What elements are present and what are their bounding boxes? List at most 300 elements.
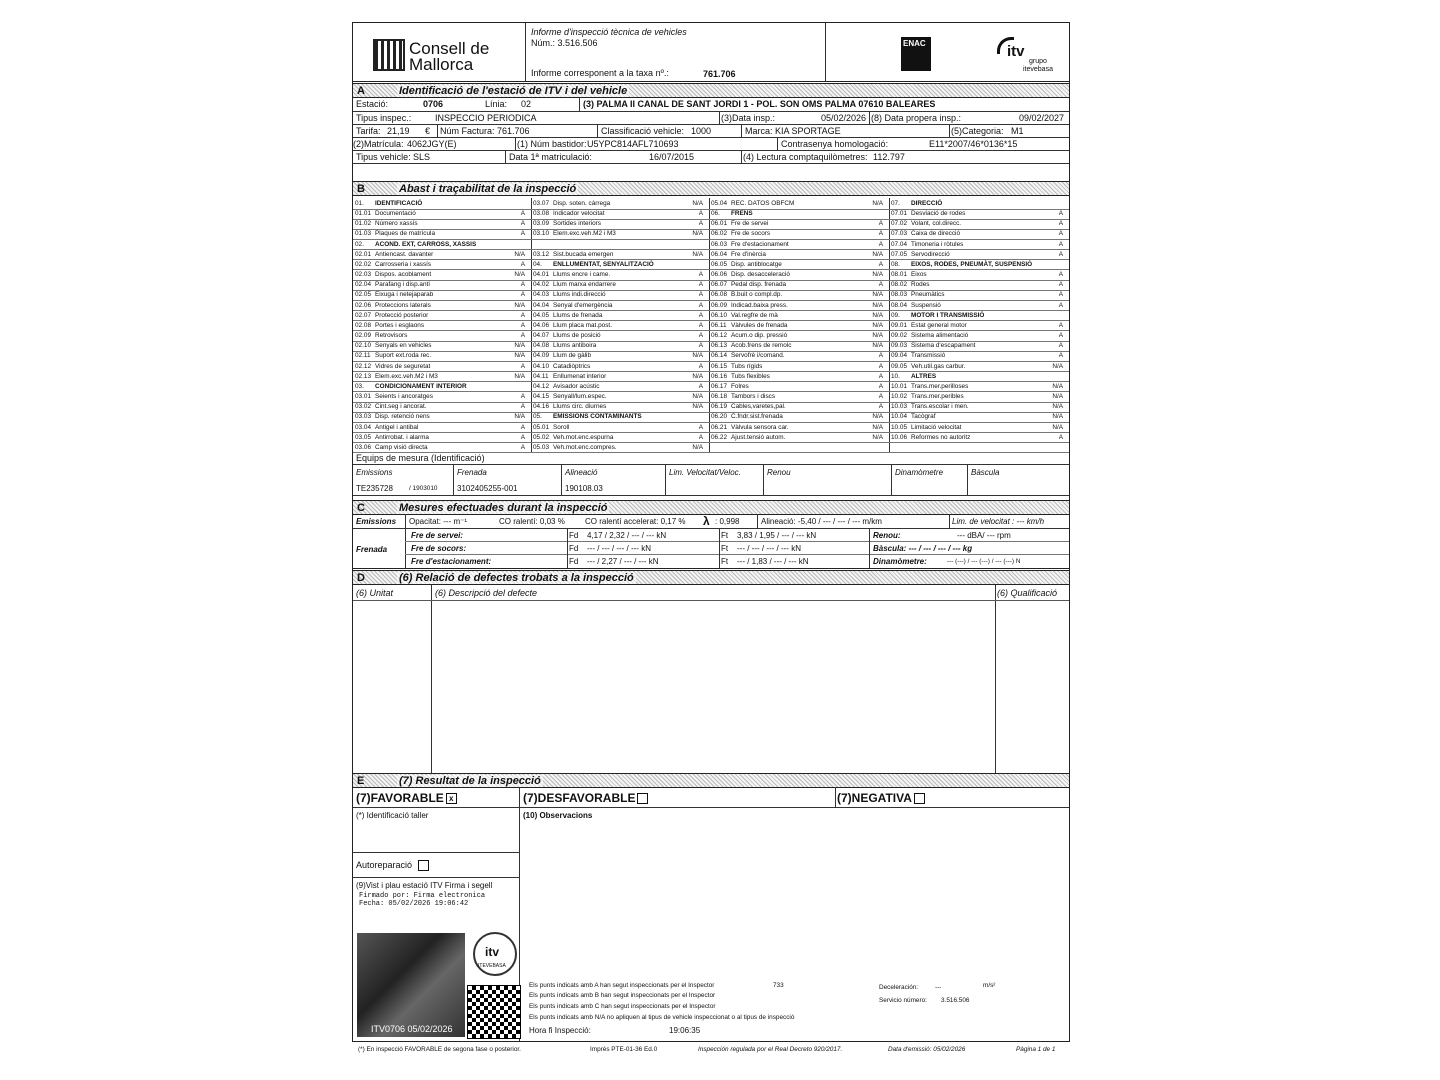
item-code: 03.04	[355, 423, 371, 431]
item-code: 07.03	[891, 230, 907, 238]
item-code: 05.01	[533, 423, 549, 431]
item-code: 06.07	[711, 281, 727, 289]
item-name: Plaques de matrícula	[375, 230, 436, 238]
item-name: Fre de servei	[731, 220, 769, 228]
item-code: 03.03	[355, 413, 371, 421]
item-name: Llum de gàlib	[553, 352, 592, 360]
equips-table	[353, 465, 1069, 496]
item-code: 06.03	[711, 240, 727, 248]
item-code: 02.12	[355, 362, 371, 370]
item-result: A	[698, 332, 703, 340]
item-code: 06.19	[711, 403, 727, 411]
item-code: 09.	[891, 311, 900, 319]
item-name: Suspensió	[911, 301, 941, 309]
item-code: 02.03	[355, 271, 371, 279]
item-name: Ajust.tensió autom.	[731, 433, 786, 441]
item-name: Llum placa mat.post.	[553, 321, 612, 329]
item-code: 01.	[355, 200, 364, 207]
item-result: N/A	[872, 332, 883, 340]
item-result: A	[698, 342, 703, 350]
item-name: Sistema d'escapament	[911, 342, 976, 350]
classif-value: 1000	[691, 126, 712, 136]
hora-value: 19:06:35	[669, 1026, 701, 1035]
item-code: 04.05	[533, 311, 549, 319]
item-name: Veh.mot.enc.compres.	[553, 443, 617, 451]
result-row	[353, 787, 1069, 808]
punts-a: Els punts indicats amb A han segut inspeccionats per el Inspector	[529, 982, 715, 989]
item-code: 07.02	[891, 220, 907, 228]
item-name: Tacògraf	[911, 413, 936, 421]
item-code: 06.15	[711, 362, 727, 370]
item-name: Trans.escolar i men.	[911, 403, 969, 411]
inspection-report	[352, 22, 1070, 1042]
item-code: 09.04	[891, 352, 907, 360]
item-name: CONDICIONAMENT INTERIOR	[375, 382, 467, 390]
row-estacio: Estació: 0706 Línia: 02 (3) PALMA II CANAL DE SANT JORDI 1 - POL. SON OMS PALMA 07610 BALEARES	[353, 97, 1069, 112]
item-result: A	[520, 311, 525, 319]
item-name: Número xassís	[375, 220, 418, 228]
item-code: 04.10	[533, 362, 549, 370]
item-result: A	[1058, 271, 1063, 279]
fd-estacionament: --- / 2,27 / --- / --- kN	[587, 557, 659, 566]
item-name: Sortides interiors	[553, 220, 601, 228]
section-e-header: E (7) Resultat de la inspecció	[353, 773, 1069, 788]
item-name: Antiencast. davanter	[375, 250, 434, 258]
item-code: 06.08	[711, 291, 727, 299]
item-name: EMISSIONS CONTAMINANTS	[553, 413, 642, 421]
defects-table	[353, 585, 1069, 774]
categoria-value: M1	[1011, 126, 1024, 136]
item-code: 10.05	[891, 423, 907, 431]
item-result: N/A	[692, 200, 703, 207]
item-name: Val.regfre de mà	[731, 311, 778, 319]
item-code: 04.08	[533, 342, 549, 350]
item-result: N/A	[872, 413, 883, 421]
item-code: 02.04	[355, 281, 371, 289]
item-code: 07.04	[891, 240, 907, 248]
item-name: Tambors i discs	[731, 393, 776, 401]
item-result: A	[520, 362, 525, 370]
taller-label: (*) Identificació taller	[356, 811, 429, 820]
item-code: 06.04	[711, 250, 727, 258]
item-code: 03.05	[355, 433, 371, 441]
item-name: Soroll	[553, 423, 570, 431]
equips-v-emissions-2: / 1903010	[409, 485, 438, 492]
report-title: Informe d'inspecció tècnica de vehicles	[531, 27, 687, 37]
item-code: 02.01	[355, 250, 371, 258]
item-name: Pedal disp. frenada	[731, 281, 787, 289]
estacio-value: 0706	[423, 99, 444, 109]
desfavorable-checkbox	[637, 793, 648, 804]
footer-pagina: Pàgina 1 de 1	[1016, 1046, 1056, 1053]
item-code: 04.15	[533, 393, 549, 401]
item-code: 04.11	[533, 372, 549, 380]
item-name: Sist.bucada emergen	[553, 250, 614, 258]
item-code: 10.02	[891, 393, 907, 401]
deceleracio-unit: m/s²	[983, 982, 996, 989]
item-code: 02.08	[355, 321, 371, 329]
item-result: N/A	[1052, 423, 1063, 431]
lambda-value: : 0,998	[715, 517, 740, 526]
item-result: A	[1058, 321, 1063, 329]
item-name: Fre d'estacionament	[731, 240, 789, 248]
servicio-label: Servicio número:	[879, 997, 927, 1004]
report-header	[353, 23, 1069, 82]
col-qualificacio: (6) Qualificació	[997, 588, 1058, 598]
item-result: N/A	[514, 250, 525, 258]
inspection-items-grid	[353, 198, 1069, 452]
item-code: 10.06	[891, 433, 907, 441]
item-result: A	[520, 220, 525, 228]
item-name: Servofrè i/comand.	[731, 352, 785, 360]
bascula-value: Bàscula: --- / --- / --- / --- kg	[873, 544, 973, 553]
item-name: Servodirecció	[911, 250, 950, 258]
item-name: Estat general motor	[911, 321, 967, 329]
item-result: N/A	[872, 291, 883, 299]
item-code: 03.08	[533, 210, 549, 218]
item-result: A	[878, 352, 883, 360]
items-col-2	[531, 198, 710, 452]
item-name: Timoneria i ròtules	[911, 240, 964, 248]
item-result: A	[1058, 220, 1063, 228]
item-code: 03.07	[533, 200, 549, 207]
item-result: A	[878, 230, 883, 238]
item-result: N/A	[514, 342, 525, 350]
favorable-checkbox: x	[446, 793, 457, 804]
item-code: 09.05	[891, 362, 907, 370]
item-name: IDENTIFICACIÓ	[375, 200, 423, 207]
item-result: N/A	[692, 443, 703, 451]
equips-v-emissions: TE235728	[356, 484, 393, 493]
item-result: A	[1058, 301, 1063, 309]
item-code: 05.03	[533, 443, 549, 451]
item-code: 02.	[355, 240, 364, 248]
result-desfavorable: (7)DESFAVORABLE	[523, 792, 648, 804]
item-name: Retrovisors	[375, 332, 408, 340]
item-name: Parafang i disp.antí	[375, 281, 431, 289]
matricula-value: 4062JGY(E)	[407, 139, 457, 149]
item-name: Llums antiboira	[553, 342, 597, 350]
item-name: ENLLUMENTAT, SENYALITZACIÓ	[553, 260, 654, 268]
lambda-symbol: λ	[703, 514, 710, 528]
item-result: A	[520, 443, 525, 451]
item-code: 03.10	[533, 230, 549, 238]
equips-h-frenada: Frenada	[457, 468, 487, 477]
equips-h-lim-velocitat: Lim. Velocitat/Veloc.	[669, 468, 741, 477]
data-propera-value: 09/02/2027	[1019, 113, 1065, 123]
col-unitat: (6) Unitat	[356, 588, 394, 598]
item-name: Caixa de direcció	[911, 230, 961, 238]
item-code: 02.05	[355, 291, 371, 299]
item-name: Vàlvula sensora car.	[731, 423, 789, 431]
item-result: A	[520, 332, 525, 340]
result-negativa: (7)NEGATIVA	[837, 792, 925, 804]
punts-c: Els punts indicats amb C han segut inspeccionats per el Inspector	[529, 1003, 716, 1010]
item-result: A	[1058, 332, 1063, 340]
data1-value: 16/07/2015	[649, 152, 695, 162]
item-name: Desviació de rodes	[911, 210, 966, 218]
item-code: 09.03	[891, 342, 907, 350]
item-code: 02.07	[355, 311, 371, 319]
item-result: A	[1058, 342, 1063, 350]
item-code: 02.11	[355, 352, 371, 360]
item-result: A	[520, 403, 525, 411]
ft-socors: --- / --- / --- / --- kN	[737, 544, 801, 553]
item-code: 04.	[533, 260, 542, 268]
item-result: A	[520, 230, 525, 238]
tax-label: Informe corresponent a la taxa nº.:	[531, 68, 669, 78]
itv-stamp: itv ITEVEBASA	[473, 932, 517, 976]
item-result: A	[520, 393, 525, 401]
item-code: 02.10	[355, 342, 371, 350]
deceleracio-label: Deceleración:	[879, 984, 919, 991]
ft-servei: 3,83 / 1,95 / --- / --- kN	[737, 531, 817, 540]
item-name: ACOND. EXT, CARROSS, XASSIS	[375, 240, 477, 248]
item-result: A	[878, 382, 883, 390]
equips-h-bascula: Bàscula	[971, 468, 1000, 477]
item-result: A	[698, 433, 703, 441]
item-name: Cables,varetes,pal.	[731, 403, 786, 411]
hora-label: Hora fi Inspecció:	[529, 1026, 591, 1035]
item-code: 04.09	[533, 352, 549, 360]
item-name: Seients i ancoratges	[375, 393, 433, 401]
item-name: Veh.util.gas carbur.	[911, 362, 966, 370]
item-result: N/A	[514, 413, 525, 421]
item-name: Protecció posterior	[375, 311, 429, 319]
item-result: N/A	[1052, 403, 1063, 411]
item-result: N/A	[692, 352, 703, 360]
item-code: 10.04	[891, 413, 907, 421]
item-result: N/A	[872, 342, 883, 350]
equips-h-dinamometre: Dinamòmetre	[895, 468, 944, 477]
item-code: 06.10	[711, 311, 727, 319]
item-result: A	[520, 423, 525, 431]
item-result: A	[698, 281, 703, 289]
item-name: Catadiòptrics	[553, 362, 591, 370]
row-tipus-vehicle: Tipus vehicle: SLS Data 1ª matriculació: 16/07/2015 (4) Lectura comptaquilòmetres: 112.797	[353, 151, 1069, 164]
equips-v-frenada: 3102405255-001	[457, 484, 518, 493]
item-result: A	[520, 291, 525, 299]
item-name: Fre de socors	[731, 230, 771, 238]
item-result: A	[698, 220, 703, 228]
item-code: 08.03	[891, 291, 907, 299]
item-name: Reformes no autoritz	[911, 433, 971, 441]
row-matricula: (2)Matrícula: 4062JGY(E) (1) Núm bastidor: U5YPC814AFL710693 Contrasenya homologació: E11*2007/46*0136*15	[353, 138, 1069, 151]
item-result: A	[1058, 210, 1063, 218]
item-result: A	[698, 311, 703, 319]
item-result: N/A	[514, 372, 525, 380]
item-name: Acob.frens de remolc	[731, 342, 792, 350]
item-result: N/A	[872, 301, 883, 309]
item-result: N/A	[692, 230, 703, 238]
equips-h-emissions: Emissions	[356, 468, 393, 477]
row-equips-label: Equips de mesura (Identificació)	[353, 452, 1069, 465]
item-name: Dispos. acoblament	[375, 271, 432, 279]
item-result: N/A	[1052, 362, 1063, 370]
item-result: A	[878, 393, 883, 401]
item-code: 06.12	[711, 332, 727, 340]
item-code: 08.02	[891, 281, 907, 289]
section-c-header: C Mesures efectuades durant la inspecció	[353, 500, 1069, 515]
item-result: N/A	[872, 423, 883, 431]
item-name: Acum.o dip. pressió	[731, 332, 788, 340]
dinamometre-value: --- (---) / --- (---) / --- (---) N	[947, 558, 1021, 565]
item-name: Portes i esglaons	[375, 321, 425, 329]
item-result: A	[520, 210, 525, 218]
item-code: 06.17	[711, 382, 727, 390]
item-name: Pneumàtics	[911, 291, 945, 299]
item-name: Proteccions laterals	[375, 301, 431, 309]
item-result: N/A	[872, 200, 883, 207]
item-result: N/A	[872, 311, 883, 319]
item-result: A	[698, 291, 703, 299]
item-code: 06.01	[711, 220, 727, 228]
org-name-line2: Mallorca	[409, 55, 474, 74]
item-name: Indicad.baixa press.	[731, 301, 788, 309]
footer-impres: Imprès PTE-01-36 Ed.0	[590, 1046, 658, 1053]
item-name: Vidres de seguretat	[375, 362, 431, 370]
tarifa-value: 21,19	[387, 126, 410, 136]
item-name: Senyals en vehicles	[375, 342, 432, 350]
item-code: 02.06	[355, 301, 371, 309]
item-result: A	[698, 271, 703, 279]
equips-v-alineacio: 190108.03	[565, 484, 603, 493]
item-name: Documentació	[375, 210, 416, 218]
item-code: 07.05	[891, 250, 907, 258]
station-address: (3) PALMA II CANAL DE SANT JORDI 1 - POL. SON OMS PALMA 07610 BALEARES	[583, 99, 936, 109]
item-code: 06.18	[711, 393, 727, 401]
opacitat-value: Opacitat: --- m⁻¹	[409, 517, 468, 526]
item-result: A	[698, 382, 703, 390]
item-result: N/A	[514, 301, 525, 309]
punts-na: Els punts indicats amb N/A no apliquen al tipus de vehicle inspeccionat o al tipus de inspecció	[529, 1014, 795, 1021]
row-tipus: Tipus inspec.: INSPECCIO PERIODICA (3)Data insp.: 05/02/2026 (8) Data propera insp.: 09/02/2027	[353, 112, 1069, 125]
item-name: Sistema alimentació	[911, 332, 969, 340]
item-code: 10.01	[891, 382, 907, 390]
item-code: 01.01	[355, 210, 371, 218]
item-name: Disp. soten. càrrega	[553, 200, 611, 207]
item-code: 02.09	[355, 332, 371, 340]
footer-emissio: Data d'emissió: 05/02/2026	[888, 1046, 966, 1053]
ft-estacionament: --- / 1,83 / --- / --- kN	[737, 557, 809, 566]
item-name: Senyal d'emergència	[553, 301, 613, 309]
fd-socors: --- / --- / --- / --- kN	[587, 544, 651, 553]
item-name: FRENS	[731, 210, 753, 218]
item-name: Llums encre i came.	[553, 271, 611, 279]
item-result: A	[1058, 352, 1063, 360]
observacions-label: (10) Observacions	[523, 811, 593, 820]
item-name: REC. DATOS OBFCM	[731, 200, 795, 207]
item-name: EIXOS, RODES, PNEUMÀT, SUSPENSIÓ	[911, 260, 1033, 268]
itv-logo: itv grupo itevebasa	[995, 35, 1065, 75]
vehicle-photo	[357, 933, 465, 1037]
item-code: 04.12	[533, 382, 549, 390]
renou-value: --- dBA/ --- rpm	[957, 531, 1011, 540]
item-result: N/A	[1052, 393, 1063, 401]
item-name: Elem.exc.veh.M2 i M3	[375, 372, 438, 380]
item-name: Rodes	[911, 281, 930, 289]
item-result: A	[878, 403, 883, 411]
report-number: Núm.: 3.516.506	[531, 38, 598, 48]
section-b-header: B Abast i traçabilitat de la inspecció	[353, 181, 1069, 196]
item-code: 08.04	[891, 301, 907, 309]
item-result: N/A	[692, 403, 703, 411]
linia-value: 02	[521, 99, 532, 109]
item-name: Limitació velocitat	[911, 423, 962, 431]
item-code: 09.02	[891, 332, 907, 340]
footer-note: (*) En inspecció FAVORABLE de segona fase o posterior.	[358, 1046, 521, 1053]
punts-b: Els punts indicats amb B han segut inspeccionats per el Inspector	[529, 992, 716, 999]
items-col-4	[889, 198, 1069, 452]
item-name: MOTOR I TRANSMISSIÓ	[911, 311, 985, 319]
item-result: A	[878, 281, 883, 289]
equips-h-alineacio: Alineació	[565, 468, 598, 477]
item-code: 06.22	[711, 433, 727, 441]
item-result: A	[1058, 230, 1063, 238]
item-code: 03.06	[355, 443, 371, 451]
inspector-number: 733	[773, 982, 784, 989]
item-name: Elem.exc.veh.M2 i M3	[553, 230, 616, 238]
item-code: 03.09	[533, 220, 549, 228]
item-name: Tubs rígids	[731, 362, 763, 370]
item-result: A	[1058, 433, 1063, 441]
alineacio-value: Alineació: -5,40 / --- / --- / --- m/km	[761, 517, 882, 526]
lim-velocitat-value: Lim. de velocitat : --- km/h	[952, 517, 1045, 526]
item-name: Eixos	[911, 271, 927, 279]
item-name: Disp. retenció nens	[375, 413, 430, 421]
lectura-value: 112.797	[873, 152, 905, 162]
item-result: A	[878, 372, 883, 380]
item-name: Llums de posició	[553, 332, 601, 340]
item-code: 07.01	[891, 210, 907, 218]
item-name: Eixuga i netejaparab	[375, 291, 434, 299]
tipus-value: INSPECCIO PERIODICA	[435, 113, 537, 123]
item-code: 05.	[533, 413, 542, 421]
item-result: A	[878, 220, 883, 228]
section-a-header: A Identificació de l'estació de ITV i del vehicle	[353, 83, 1069, 98]
item-code: 06.09	[711, 301, 727, 309]
negativa-checkbox	[914, 793, 925, 804]
item-code: 01.02	[355, 220, 371, 228]
autoreparacio-checkbox	[418, 860, 429, 871]
item-name: Veh.mot.enc.espurna	[553, 433, 614, 441]
item-result: A	[878, 240, 883, 248]
servicio-value: 3.516.506	[941, 997, 970, 1004]
deceleracio-value: ---	[935, 984, 942, 991]
consell-crest-icon	[373, 39, 405, 71]
result-favorable: (7)FAVORABLE x	[356, 792, 457, 804]
item-result: A	[698, 301, 703, 309]
homolog-value: E11*2007/46*0136*15	[929, 139, 1018, 149]
item-name: Suport ext.roda rec.	[375, 352, 432, 360]
item-code: 06.05	[711, 260, 727, 268]
item-code: 03.02	[355, 403, 371, 411]
item-result: A	[878, 260, 883, 268]
item-name: Camp visió directa	[375, 443, 428, 451]
photo-caption: ITV0706 05/02/2026	[371, 1024, 453, 1034]
item-code: 06.02	[711, 230, 727, 238]
item-result: N/A	[872, 271, 883, 279]
vist-plau-label: (9)Vist i plau estació ITV Firma i segell	[356, 881, 493, 890]
item-code: 04.04	[533, 301, 549, 309]
item-name: Senyall/lum.espec.	[553, 393, 607, 401]
item-name: Transmissió	[911, 352, 946, 360]
fd-servei: 4,17 / 2,32 / --- / --- kN	[587, 531, 667, 540]
item-result: A	[1058, 291, 1063, 299]
item-code: 02.13	[355, 372, 371, 380]
item-result: A	[878, 362, 883, 370]
item-name: Volant, col.direcc.	[911, 220, 962, 228]
